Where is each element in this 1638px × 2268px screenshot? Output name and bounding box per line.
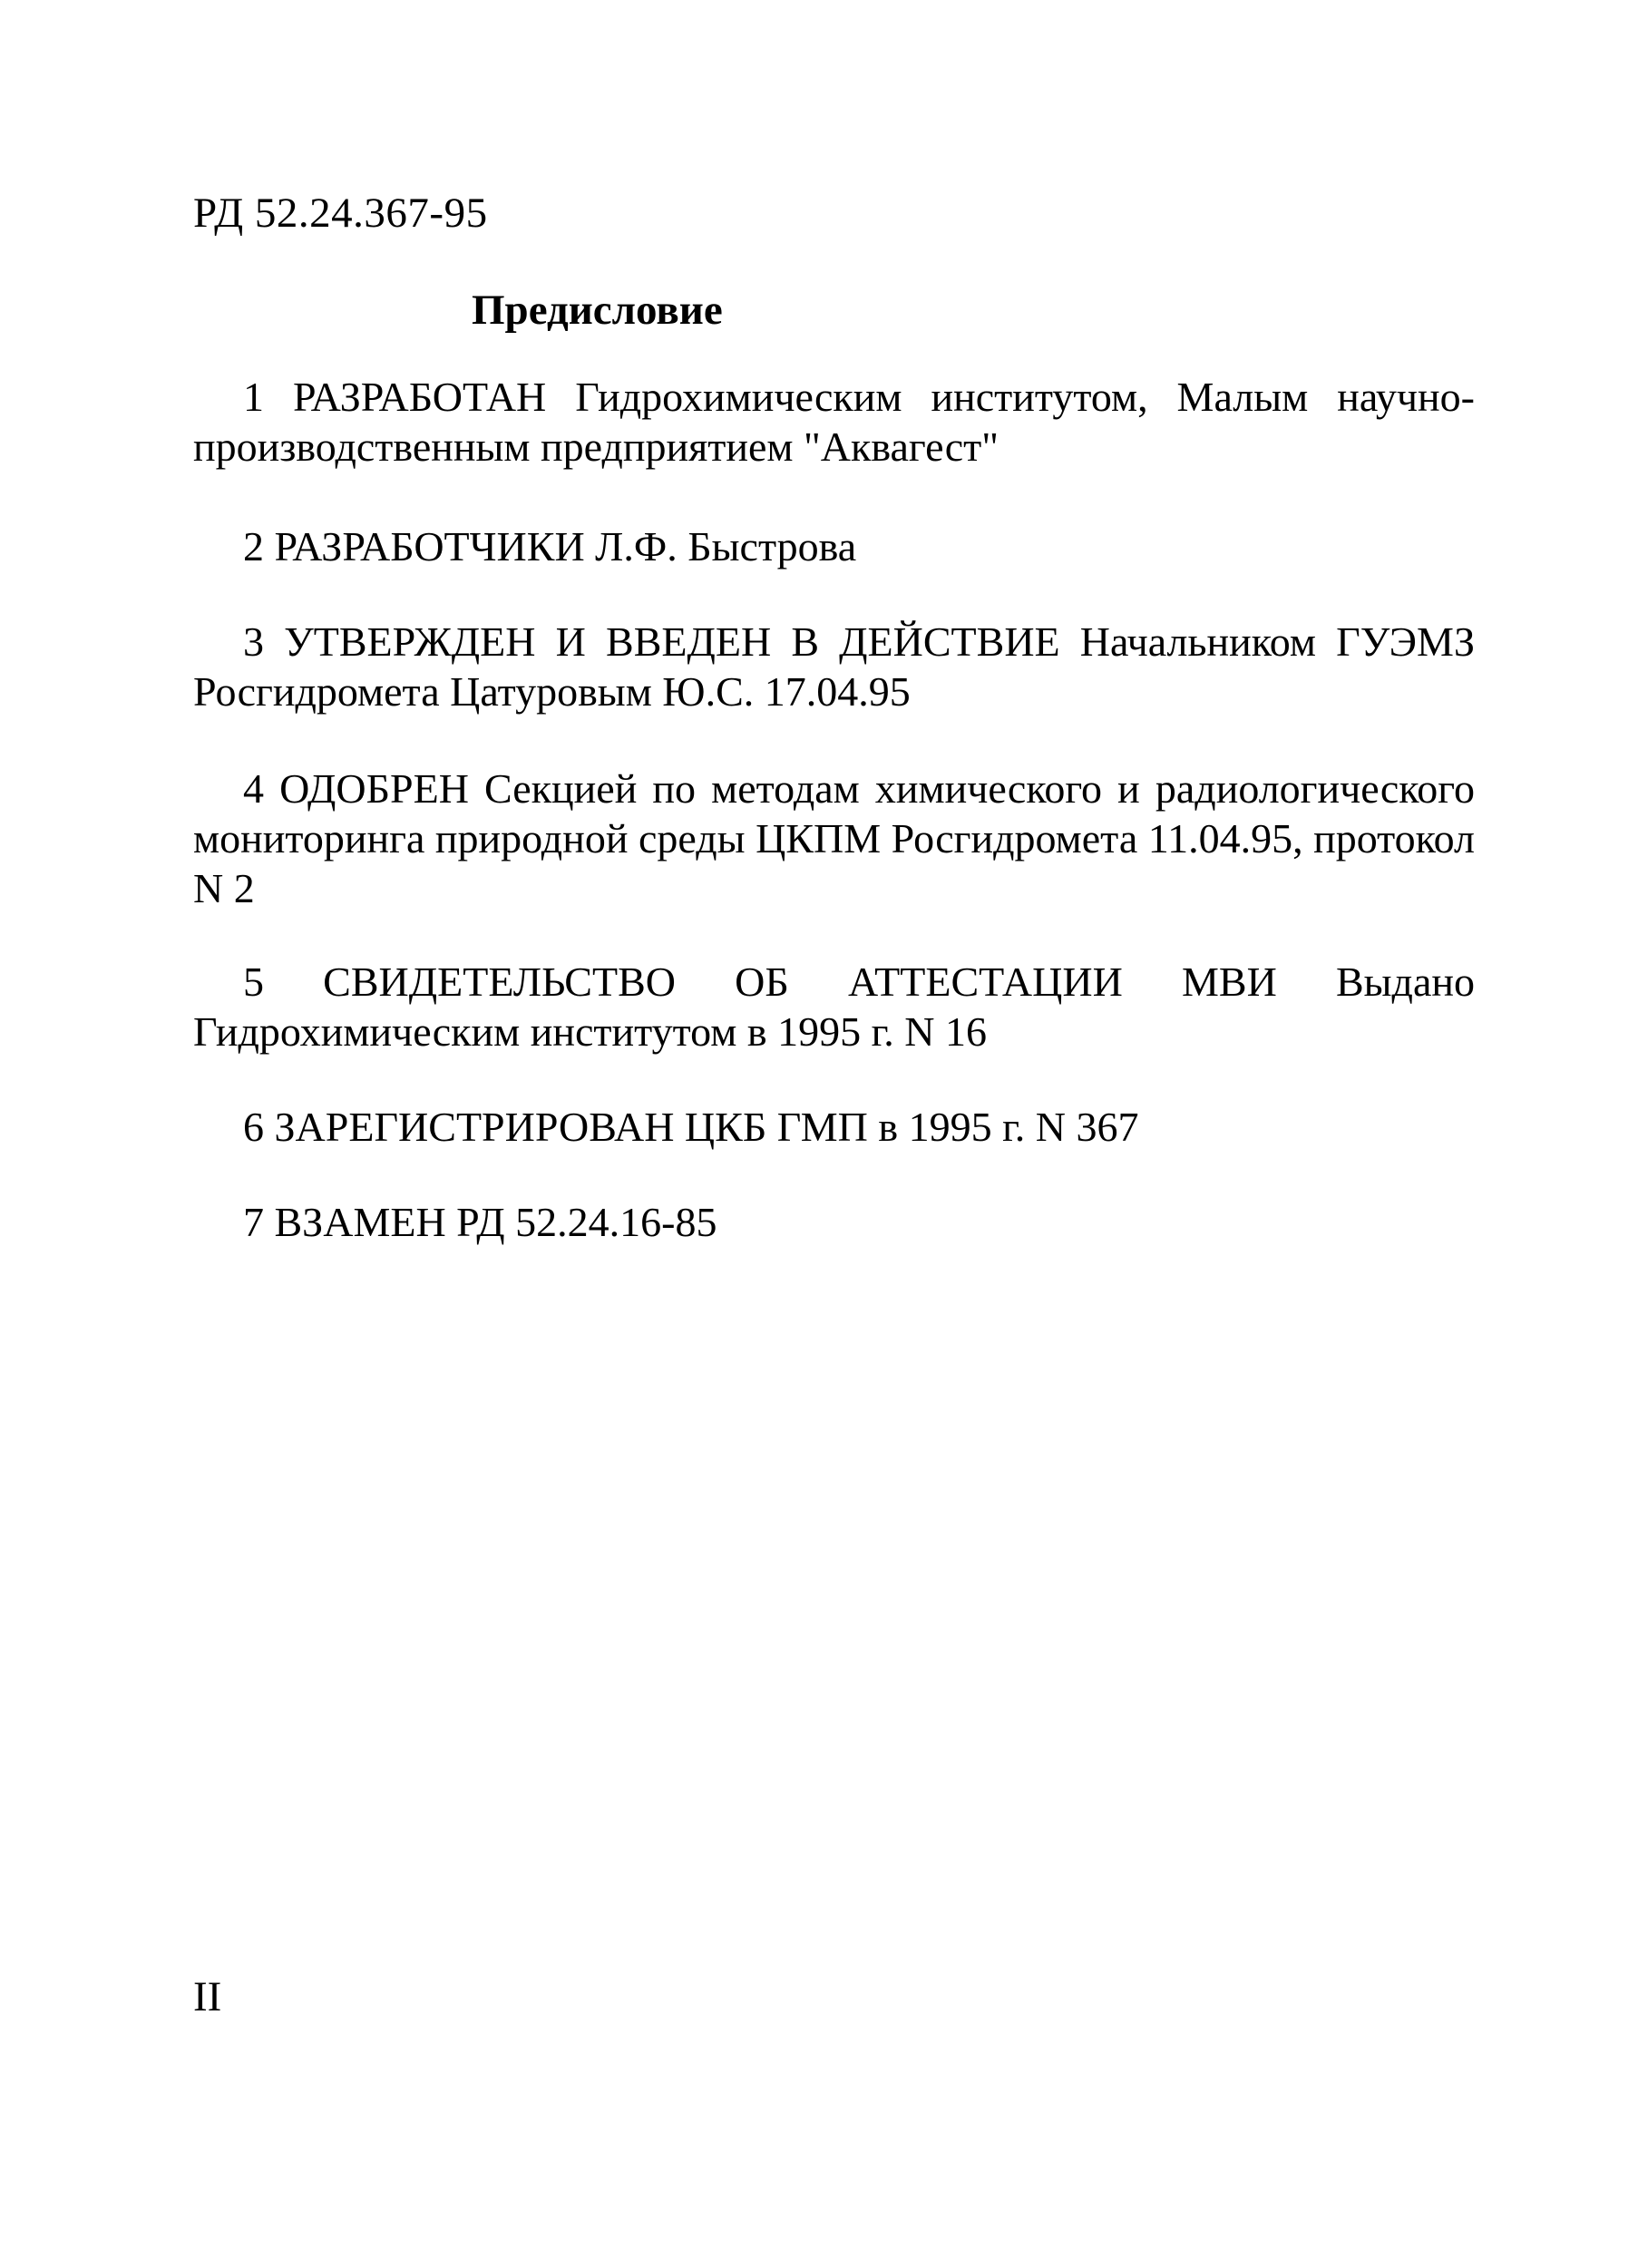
preface-item-certificate: 5 СВИДЕТЕЛЬСТВО ОБ АТТЕСТАЦИИ МВИ Выдано Гидрохимическим институтом в 1995 г. N 16 — [193, 959, 1475, 1055]
preface-item-replaces: 7 ВЗАМЕН РД 52.24.16-85 — [243, 1199, 717, 1245]
preface-item-developed: 1 РАЗРАБОТАН Гидрохимическим институтом, Малым научно-производственным предприятием "Аквагест" — [193, 374, 1475, 470]
page-number: II — [193, 1973, 222, 2020]
preface-item-endorsed: 4 ОДОБРЕН Секцией по методам химического и радиологического мониторинга природной среды ЦКПМ Росгидромета 11.04.95, протокол N 2 — [193, 765, 1475, 911]
preface-item-approved: 3 УТВЕРЖДЕН И ВВЕДЕН В ДЕЙСТВИЕ Начальником ГУЭМЗ Росгидромета Цатуровым Ю.С. 17.04.95 — [193, 618, 1475, 715]
preface-item-developers: 2 РАЗРАБОТЧИКИ Л.Ф. Быстрова — [243, 523, 857, 569]
page-title: Предисловие — [472, 287, 723, 334]
document-code: РД 52.24.367-95 — [193, 190, 488, 237]
preface-item-registered: 6 ЗАРЕГИСТРИРОВАН ЦКБ ГМП в 1995 г. N 367 — [243, 1104, 1139, 1150]
